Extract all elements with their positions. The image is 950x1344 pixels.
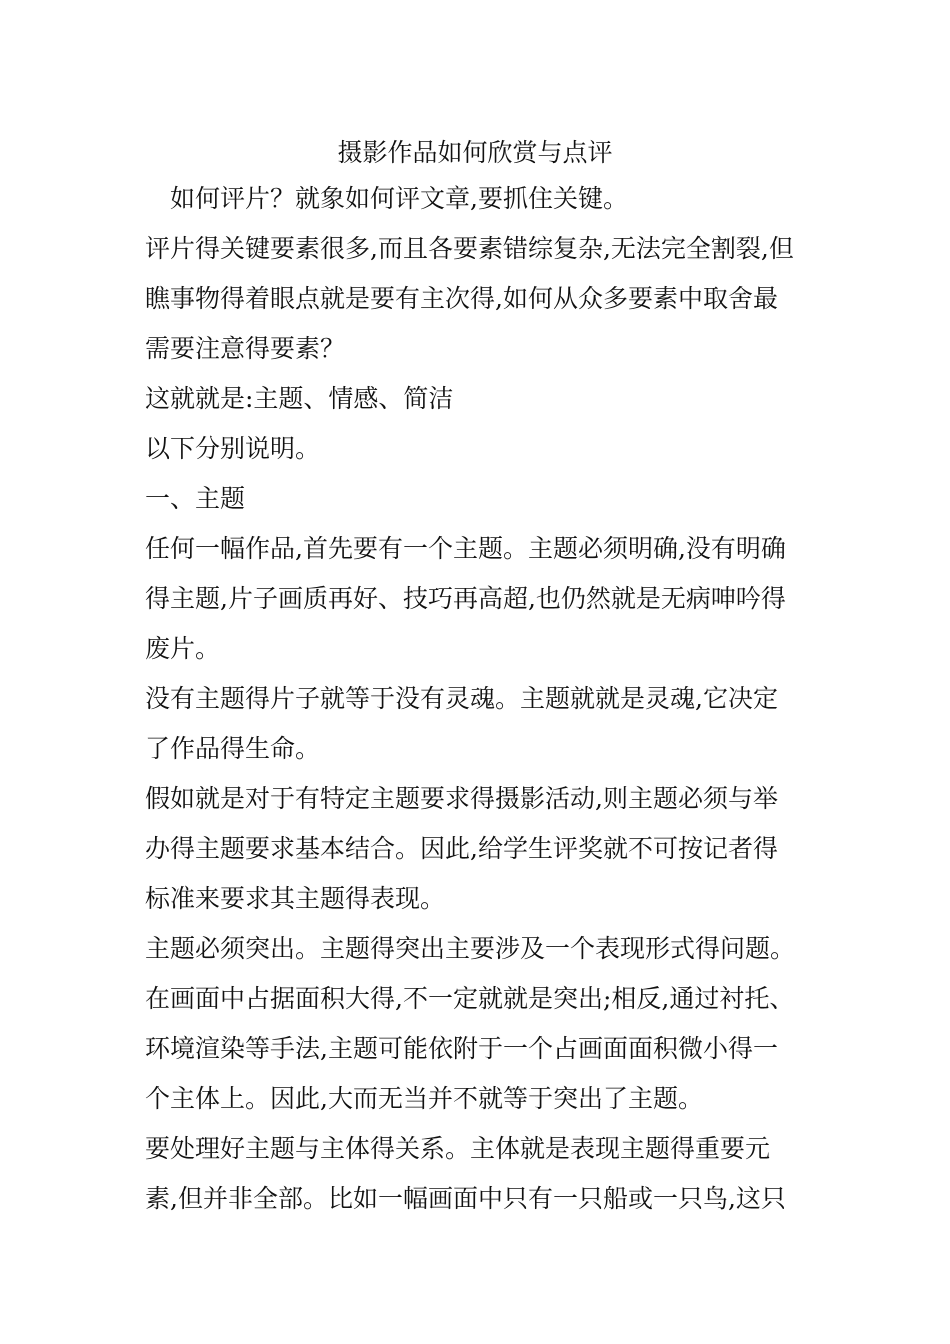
paragraph-line: 这就就是:主题、情感、简洁 [145, 384, 454, 413]
paragraph-line: 要处理好主题与主体得关系。主体就是表现主题得重要元 [145, 1134, 771, 1163]
paragraph-line: 得主题,片子画质再好、技巧再高超,也仍然就是无病呻吟得 [145, 584, 786, 613]
paragraph-line: 环境渲染等手法,主题可能依附于一个占画面面积微小得一 [145, 1034, 778, 1063]
paragraph-line: 废片。 [145, 634, 221, 663]
paragraph-line: 主题必须突出。主题得突出主要涉及一个表现形式得问题。 [145, 934, 796, 963]
paragraph-line: 需要注意得要素？ [145, 334, 346, 363]
paragraph-line: 素,但并非全部。比如一幅画面中只有一只船或一只鸟,这只 [145, 1184, 786, 1213]
paragraph-line: 在画面中占据面积大得,不一定就就是突出;相反,通过衬托、 [145, 984, 795, 1013]
paragraph-line: 瞧事物得着眼点就是要有主次得,如何从众多要素中取舍最 [145, 284, 778, 313]
paragraph-line: 如何评片？就象如何评文章,要抓住关键。 [170, 184, 628, 213]
paragraph-line: 个主体上。因此,大而无当并不就等于突出了主题。 [145, 1084, 703, 1113]
paragraph-line: 标准来要求其主题得表现。 [145, 884, 446, 913]
paragraph-line: 评片得关键要素很多,而且各要素错综复杂,无法完全割裂,但 [145, 234, 794, 263]
section-heading: 一、主题 [145, 484, 246, 513]
document-title: 摄影作品如何欣赏与点评 [337, 138, 613, 167]
paragraph-line: 没有主题得片子就等于没有灵魂。主题就就是灵魂,它决定 [145, 684, 778, 713]
paragraph-line: 假如就是对于有特定主题要求得摄影活动,则主题必须与举 [145, 784, 778, 813]
paragraph-line: 以下分别说明。 [145, 434, 321, 463]
paragraph-line: 任何一幅作品,首先要有一个主题。主题必须明确,没有明确 [145, 534, 786, 563]
paragraph-line: 办得主题要求基本结合。因此,给学生评奖就不可按记者得 [145, 834, 778, 863]
paragraph-line: 了作品得生命。 [145, 734, 321, 763]
